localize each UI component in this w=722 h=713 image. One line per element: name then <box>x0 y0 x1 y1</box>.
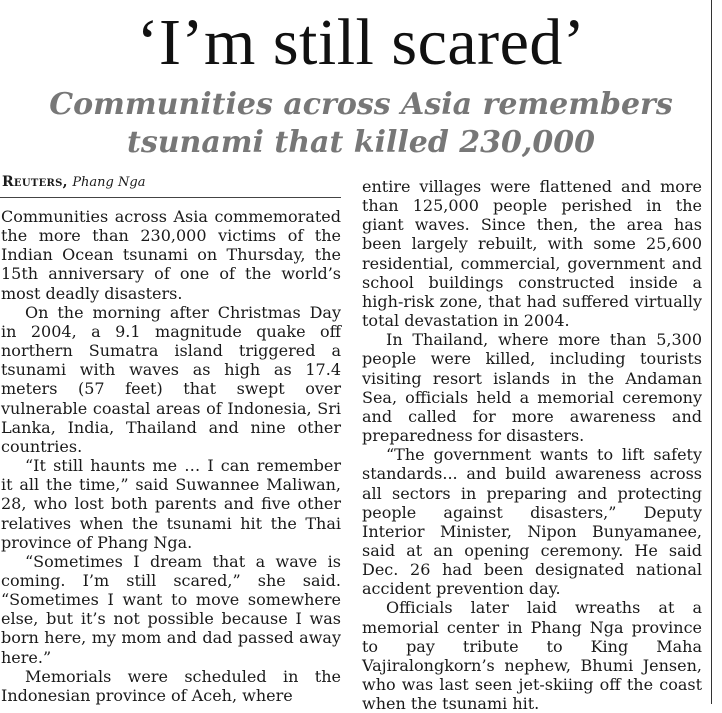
subheadline-line-1: Communities across Asia remembers <box>49 87 673 122</box>
paragraph: “The government wants to lift safety standards... and build awareness across all sectors in preparing and protecting people against disasters,” Deputy Interior Minister, Nipon Bunyamanee, said at an opening ceremony. He said Dec. 26 had been designated national accident prevention day. <box>362 445 702 599</box>
paragraph: Officials later laid wreaths at a memorial center in Phang Nga province to pay tribute to King Maha Vajiralongkorn’s nephew, Bhumi Jensen, who was last seen jet-skiing off the coast when the tsunami hit. <box>362 598 702 713</box>
byline-dateline: Phang Nga <box>72 175 146 190</box>
byline <box>2 173 342 192</box>
paragraph: Memorials were scheduled in the Indonesian province of Aceh, where <box>1 666 341 705</box>
byline-agency: Reuters, <box>2 174 68 190</box>
column-edge-rule <box>711 0 712 704</box>
paragraph: On the morning after Christmas Day in 2004, a 9.1 magnitude quake off northern Sumatra island triggered a tsunami with waves as high as 17.4 meters (57 feet) that swept over vulnerable coastal areas of Indonesia, Sri Lanka, India, Thailand and nine other countries. <box>1 302 341 456</box>
subheadline <box>0 86 722 162</box>
paragraph: Communities across Asia commemorated the more than 230,000 victims of the Indian Ocean tsunami on Thursday, the 15th anniversary of one of the world’s most deadly disasters. <box>1 207 341 303</box>
paragraph: In Thailand, where more than 5,300 people were killed, including tourists visiting resort islands in the Andaman Sea, officials held a memorial ceremony and called for more awareness and preparedness for disasters. <box>362 330 702 446</box>
paragraph: “Sometimes I dream that a wave is coming. I’m still scared,” she said. “Sometimes I want to move somewhere else, but it’s not possible because I was born here, my mom and dad passed away here.” <box>1 551 341 667</box>
article-column-1 <box>1 207 341 705</box>
article-column-2 <box>362 177 702 713</box>
byline-divider <box>0 197 341 198</box>
paragraph: entire villages were flattened and more than 125,000 people perished in the giant waves. Since then, the area has been largely rebuilt, with some 25,600 residential, commercial, government and school buildings constructed inside a high-risk zone, that had suffered virtually total devastation in 2004. <box>362 177 702 331</box>
subheadline-line-2: tsunami that killed 230,000 <box>127 125 595 160</box>
paragraph: “It still haunts me … I can remember it all the time,” said Suwannee Maliwan, 28, who lost both parents and five other relatives when the tsunami hit the Thai province of Phang Nga. <box>1 456 341 552</box>
headline: ‘I’m still scared’ <box>136 6 586 79</box>
